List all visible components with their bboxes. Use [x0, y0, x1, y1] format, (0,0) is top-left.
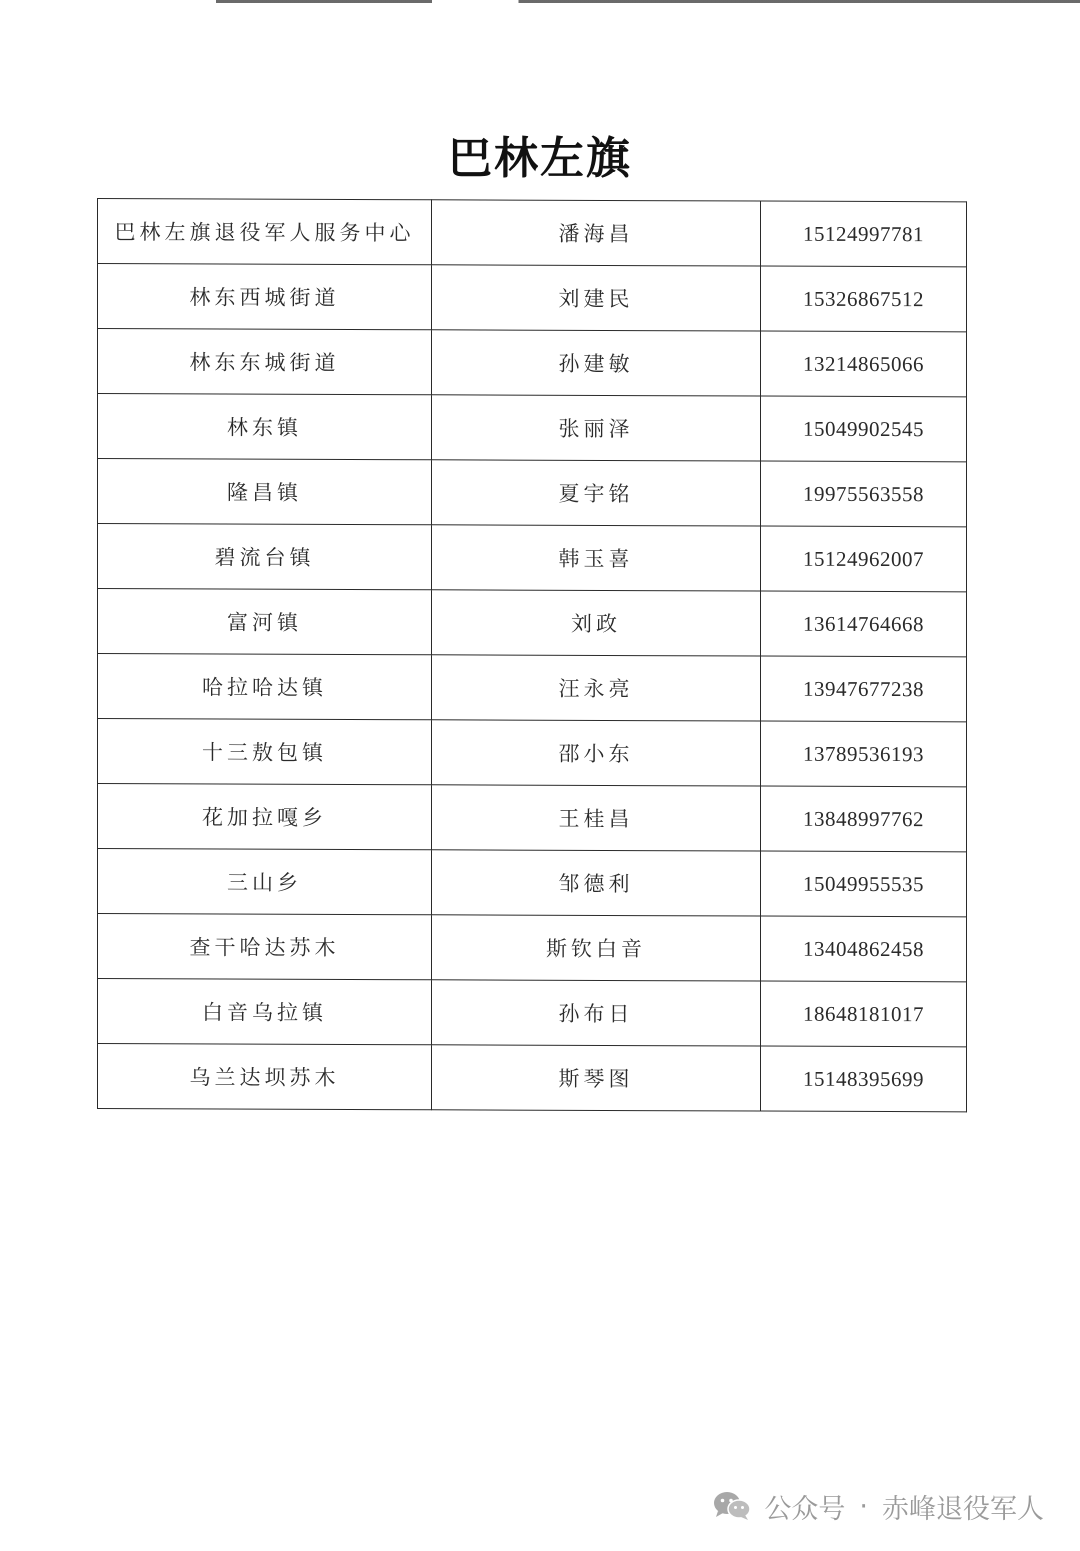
- phone-cell: 15124997781: [761, 201, 967, 267]
- contact-table-container: [97, 198, 963, 1112]
- contact-name-cell: 孙布日: [432, 980, 761, 1046]
- phone-cell: 19975563558: [761, 461, 967, 527]
- contact-name-cell: 潘海昌: [432, 200, 761, 266]
- table-row: [98, 264, 967, 332]
- contact-name-cell: 汪永亮: [432, 655, 761, 721]
- phone-cell: 13789536193: [761, 721, 967, 787]
- phone-cell: 13614764668: [761, 591, 967, 657]
- contact-name-cell: 张丽泽: [432, 395, 761, 461]
- contact-name-cell: 孙建敏: [432, 330, 761, 396]
- org-cell: 林东西城街道: [98, 264, 432, 330]
- wechat-icon: [712, 1490, 752, 1522]
- table-row: [98, 524, 967, 592]
- phone-cell: 13214865066: [761, 331, 967, 397]
- table-row: [98, 394, 967, 462]
- table-row: [98, 979, 967, 1047]
- contact-name-cell: 邵小东: [432, 720, 761, 786]
- contact-table-body: [98, 199, 967, 1112]
- phone-cell: 15148395699: [761, 1046, 967, 1112]
- org-cell: 乌兰达坝苏木: [98, 1044, 432, 1110]
- page-title: 巴林左旗: [448, 133, 632, 184]
- table-row: [98, 849, 967, 917]
- table-row: [98, 1044, 967, 1112]
- watermark-account: 赤峰退役军人: [882, 1493, 1044, 1525]
- table-row: [98, 459, 967, 527]
- org-cell: 十三敖包镇: [98, 719, 432, 785]
- org-cell: 花加拉嘎乡: [98, 784, 432, 850]
- scan-top-edge: [0, 0, 1080, 3]
- org-cell: 碧流台镇: [98, 524, 432, 590]
- phone-cell: 15124962007: [761, 526, 967, 592]
- contact-name-cell: 王桂昌: [432, 785, 761, 851]
- contact-table: [97, 198, 967, 1112]
- phone-cell: 15049902545: [761, 396, 967, 462]
- org-cell: 白音乌拉镇: [98, 979, 432, 1045]
- phone-cell: 13848997762: [761, 786, 967, 852]
- table-row: [98, 914, 967, 982]
- table-row: [98, 719, 967, 787]
- table-row: [98, 654, 967, 722]
- org-cell: 三山乡: [98, 849, 432, 915]
- contact-name-cell: 斯琴图: [432, 1045, 761, 1111]
- contact-name-cell: 刘政: [432, 590, 761, 656]
- table-row: [98, 199, 967, 267]
- contact-name-cell: 韩玉喜: [432, 525, 761, 591]
- phone-cell: 13947677238: [761, 656, 967, 722]
- org-cell: 哈拉哈达镇: [98, 654, 432, 720]
- org-cell: 巴林左旗退役军人服务中心: [98, 199, 432, 265]
- wechat-watermark: [712, 1486, 1044, 1526]
- org-cell: 隆昌镇: [98, 459, 432, 525]
- contact-name-cell: 斯钦白音: [432, 915, 761, 981]
- org-cell: 林东镇: [98, 394, 432, 460]
- phone-cell: 13404862458: [761, 916, 967, 982]
- phone-cell: 15049955535: [761, 851, 967, 917]
- watermark-separator: ·: [859, 1490, 868, 1522]
- phone-cell: 15326867512: [761, 266, 967, 332]
- phone-cell: 18648181017: [761, 981, 967, 1047]
- contact-name-cell: 邹德利: [432, 850, 761, 916]
- contact-name-cell: 夏宇铭: [432, 460, 761, 526]
- watermark-label: 公众号: [764, 1493, 846, 1525]
- org-cell: 查干哈达苏木: [98, 914, 432, 980]
- table-row: [98, 589, 967, 657]
- table-row: [98, 329, 967, 397]
- contact-name-cell: 刘建民: [432, 265, 761, 331]
- table-row: [98, 784, 967, 852]
- org-cell: 富河镇: [98, 589, 432, 655]
- org-cell: 林东东城街道: [98, 329, 432, 395]
